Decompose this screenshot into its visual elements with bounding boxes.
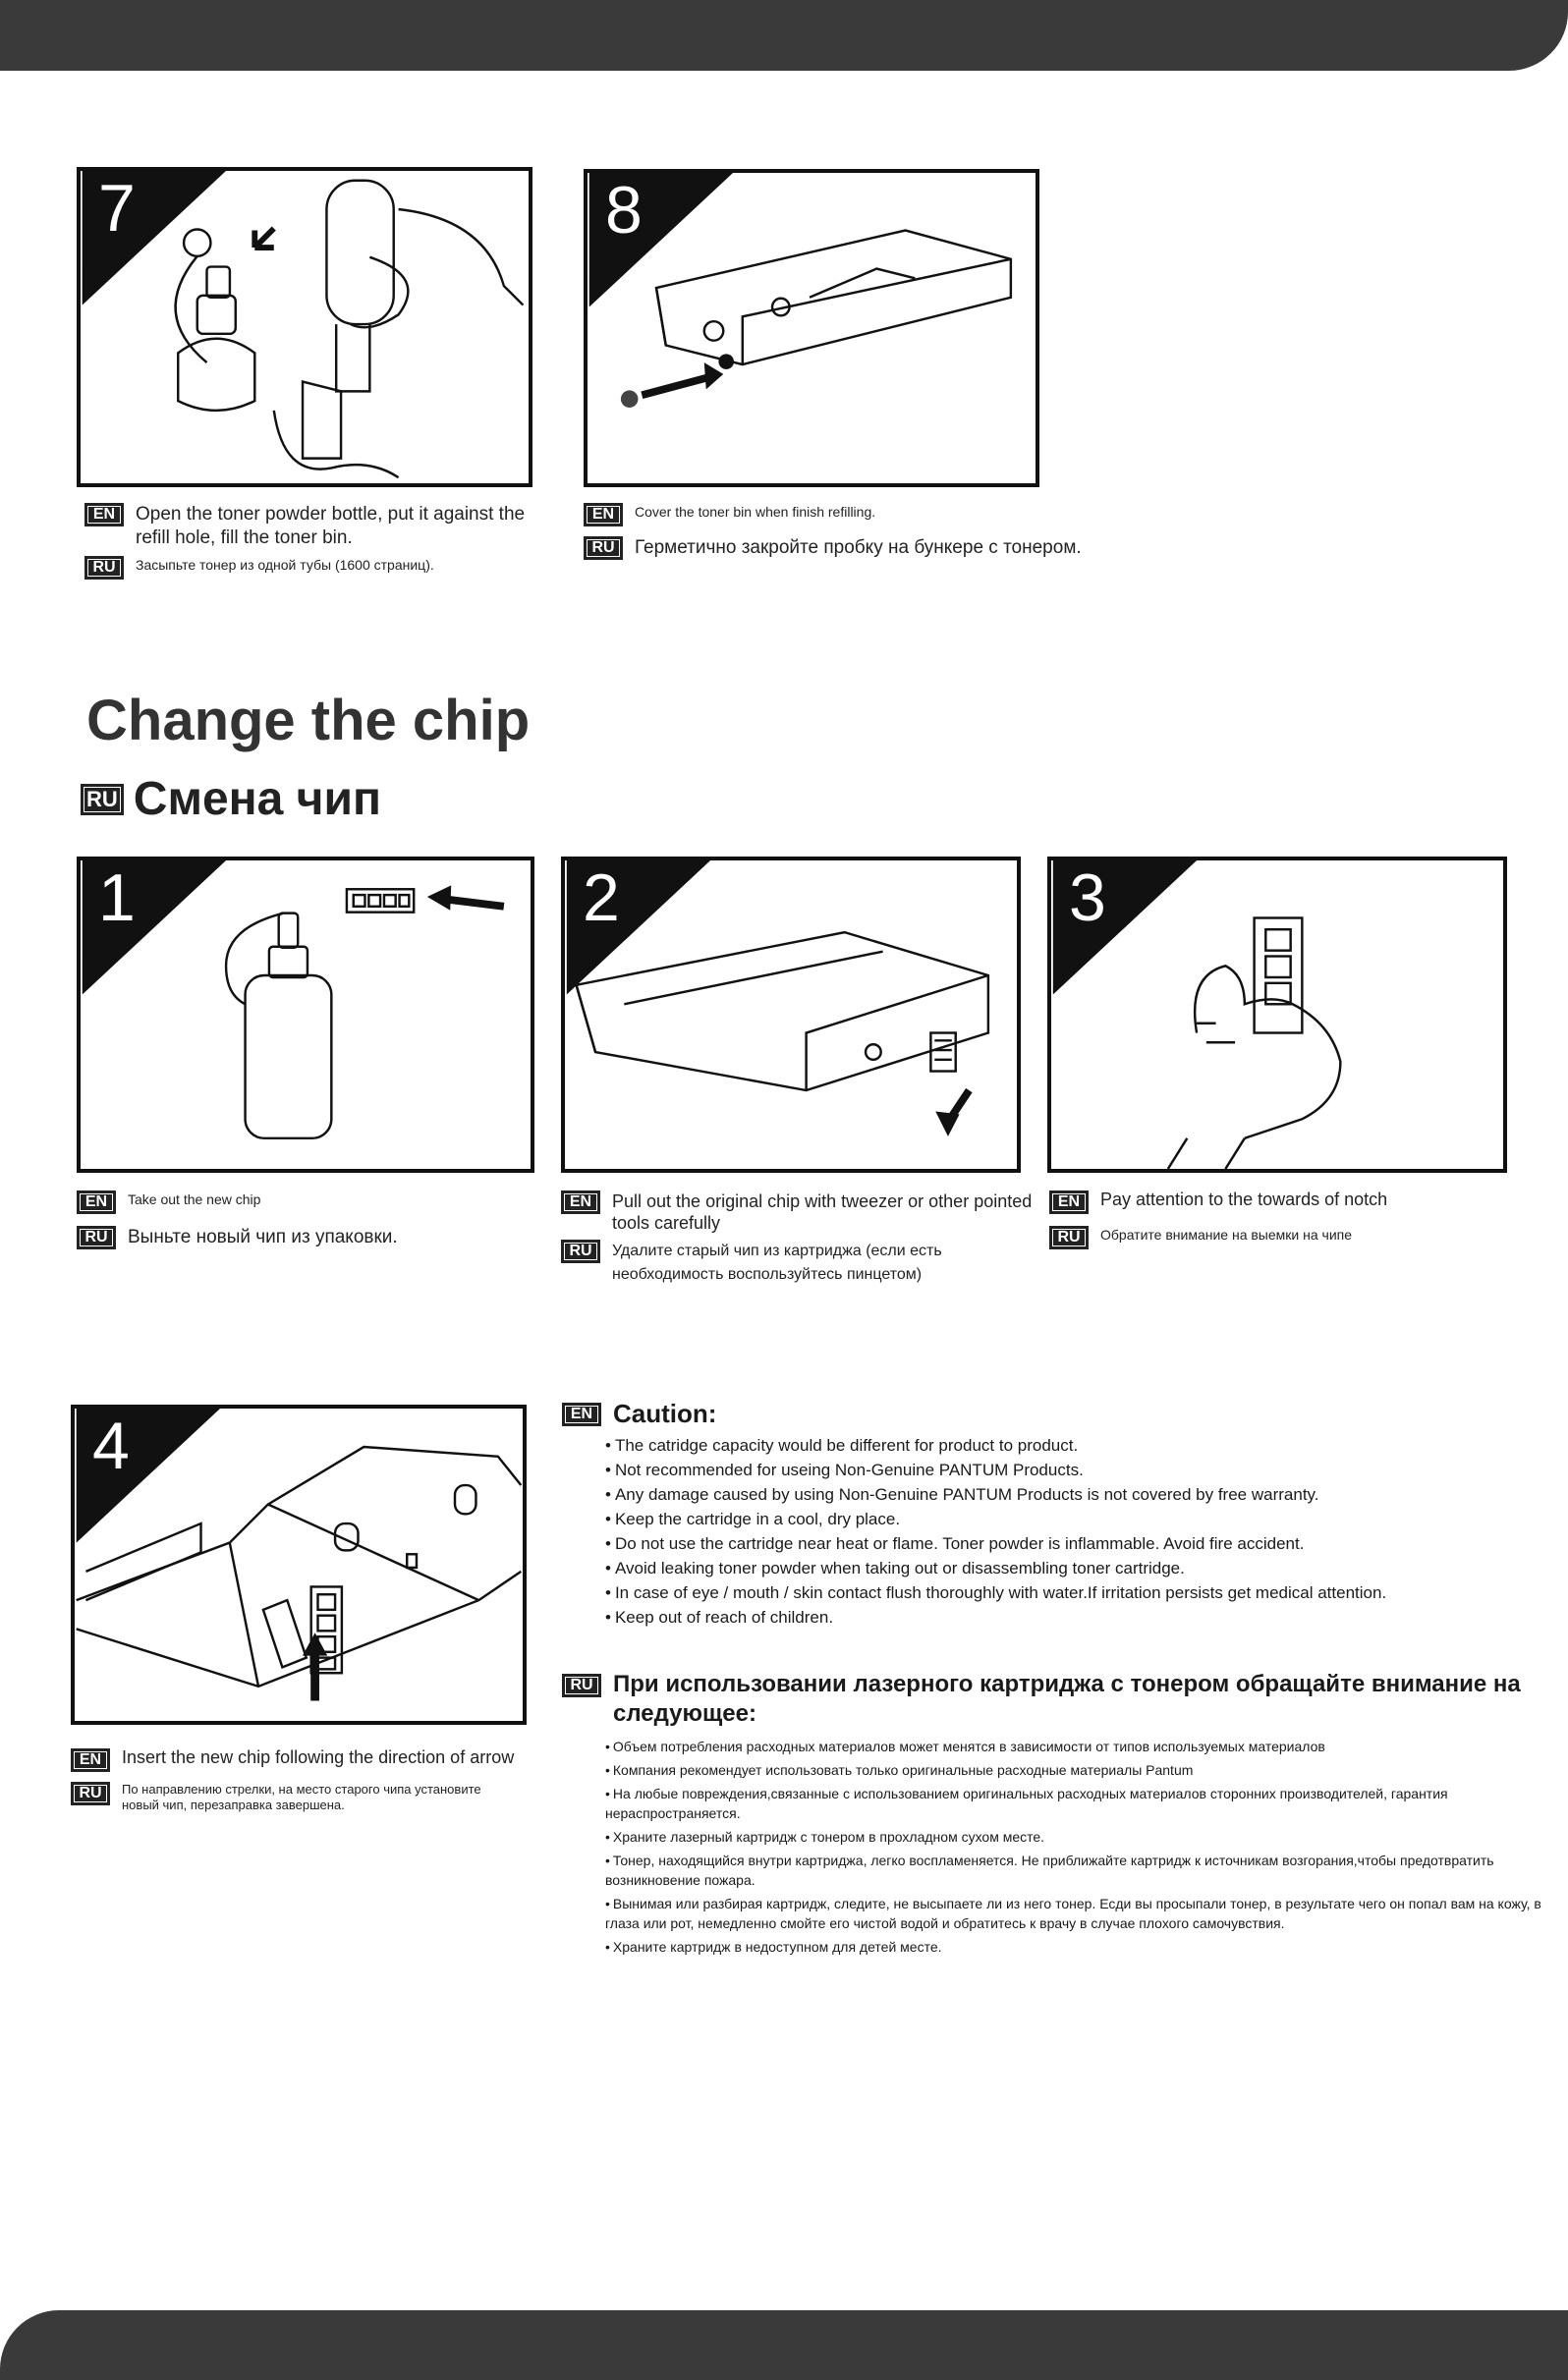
list-item: • Keep out of reach of children.	[605, 1605, 1544, 1630]
chip-step-3-en-text: Pay attention to the towards of notch	[1100, 1190, 1388, 1209]
en-tag: EN	[71, 1748, 110, 1772]
list-item: • Храните лазерный картридж с тонером в прохладном сухом месте.	[605, 1827, 1544, 1847]
chip-step-1-caption	[77, 1190, 538, 1255]
en-tag: EN	[584, 503, 623, 526]
chip-step-2-caption	[561, 1190, 1042, 1293]
step-7-caption	[84, 503, 556, 585]
list-item: • Компания рекомендует использовать только оригинальные расходные материалы Pantum	[605, 1760, 1544, 1780]
chip-step-4-en-text: Insert the new chip following the direction of arrow	[122, 1747, 515, 1767]
chip-step-4-ru-text: По направлению стрелки, на место старого чипа установите новый чип, перезаправка завершена.	[122, 1782, 481, 1812]
chip-step-2-ru-text: Удалите старый чип из картриджа (если есть необходимость воспользуйтесь пинцетом)	[612, 1243, 942, 1283]
insert-new-chip-art	[75, 1409, 523, 1721]
list-item: • In case of eye / mouth / skin contact flush thoroughly with water.If irritation persists get medical attention.	[605, 1580, 1544, 1605]
section-title-en: Change the chip	[86, 689, 531, 752]
caution-en-block	[562, 1399, 1544, 1630]
caution-en-list	[605, 1433, 1544, 1630]
list-item: • Do not use the cartridge near heat or flame. Toner powder is inflammable. Avoid fire accident.	[605, 1531, 1544, 1556]
list-item: • Not recommended for useing Non-Genuine PANTUM Products.	[605, 1458, 1544, 1482]
ru-tag: RU	[84, 556, 124, 580]
list-item: • Any damage caused by using Non-Genuine PANTUM Products is not covered by free warranty.	[605, 1482, 1544, 1507]
section-title-ru	[81, 772, 381, 826]
step-8-ru-text: Герметично закройте пробку на бункере с тонером.	[635, 537, 1082, 558]
step-number: 8	[605, 173, 643, 248]
step-8-en-text: Cover the toner bin when finish refilling.	[635, 504, 876, 520]
ru-tag: RU	[71, 1782, 110, 1805]
ru-caution-title: При использовании лазерного картриджа с тонером обращайте внимание на следующее:	[613, 1671, 1521, 1727]
chip-step-3-ru-text: Обратите внимание на выемки на чипе	[1100, 1227, 1353, 1243]
caution-title: Caution:	[613, 1399, 717, 1428]
step-number: 4	[92, 1409, 130, 1483]
chip-step-3-caption	[1049, 1190, 1540, 1255]
step-7-ru-text: Засыпьте тонер из одной тубы (1600 страниц).	[136, 557, 434, 573]
list-item: • Объем потребления расходных материалов может менятся в зависимости от типов используемых материалов	[605, 1737, 1544, 1756]
step-number: 1	[98, 860, 136, 935]
list-item: • Тонер, находящийся внутри картриджа, легко воспламеняется. Не приближайте картридж к источникам возгорания,чтобы предотвратить возникновение пожара.	[605, 1851, 1544, 1890]
list-item: • The catridge capacity would be different for product to product.	[605, 1433, 1544, 1458]
ru-tag: RU	[562, 1674, 601, 1697]
top-banner	[0, 0, 1568, 71]
en-tag: EN	[77, 1190, 116, 1214]
chip-step-2-illustration	[561, 857, 1021, 1173]
step-number: 3	[1069, 860, 1106, 935]
chip-step-1-en-text: Take out the new chip	[128, 1191, 261, 1207]
caution-ru-list	[605, 1737, 1544, 1957]
step-8-illustration	[584, 169, 1039, 487]
ru-tag: RU	[561, 1240, 600, 1263]
chip-notch-art	[1051, 860, 1503, 1169]
chip-step-1-illustration	[77, 857, 534, 1173]
list-item: • Avoid leaking toner powder when taking out or disassembling toner cartridge.	[605, 1556, 1544, 1580]
ru-tag: RU	[1049, 1226, 1089, 1249]
list-item: • На любые повреждения,связанные с использованием оригинальных расходных материалов сторонних производителей, гарантия нераспространяется.	[605, 1784, 1544, 1823]
en-tag: EN	[562, 1403, 601, 1426]
remove-old-chip-art	[565, 860, 1017, 1169]
step-7-illustration	[77, 167, 532, 487]
step-8-caption	[584, 503, 1212, 566]
toner-bottle-refill-art	[81, 171, 529, 483]
list-item: • Keep the cartridge in a cool, dry place.	[605, 1507, 1544, 1531]
caution-ru-block	[562, 1670, 1544, 1961]
chip-step-4-caption	[71, 1748, 562, 1819]
step-number: 7	[98, 171, 136, 246]
ru-tag: RU	[81, 784, 124, 815]
list-item: • Храните картридж в недоступном для детей месте.	[605, 1937, 1544, 1957]
chip-step-3-illustration	[1047, 857, 1507, 1173]
new-chip-bottle-art	[81, 860, 531, 1169]
step-number: 2	[583, 860, 620, 935]
list-item: • Вынимая или разбирая картридж, следите, не высыпаете ли из него тонер. Есди вы просыпали тонер, в результате чего он попал вам на кожу, в глаза или рот, немедленно смойте его чистой водой и обратитесь к врачу в случае плохого самочувствия.	[605, 1894, 1544, 1933]
ru-tag: RU	[77, 1226, 116, 1249]
chip-step-2-en-text: Pull out the original chip with tweezer or other pointed tools carefully	[612, 1191, 1033, 1233]
bottom-banner	[0, 2310, 1568, 2380]
ru-tag: RU	[584, 536, 623, 560]
chip-step-4-illustration	[71, 1405, 527, 1725]
en-tag: EN	[1049, 1190, 1089, 1214]
chip-step-1-ru-text: Выньте новый чип из упаковки.	[128, 1227, 398, 1247]
cartridge-cover-art	[588, 173, 1036, 483]
en-tag: EN	[561, 1190, 600, 1214]
step-7-en-text: Open the toner powder bottle, put it against the refill hole, fill the toner bin.	[136, 504, 526, 548]
section-title-ru-text: Смена чип	[133, 773, 382, 825]
en-tag: EN	[84, 503, 124, 526]
